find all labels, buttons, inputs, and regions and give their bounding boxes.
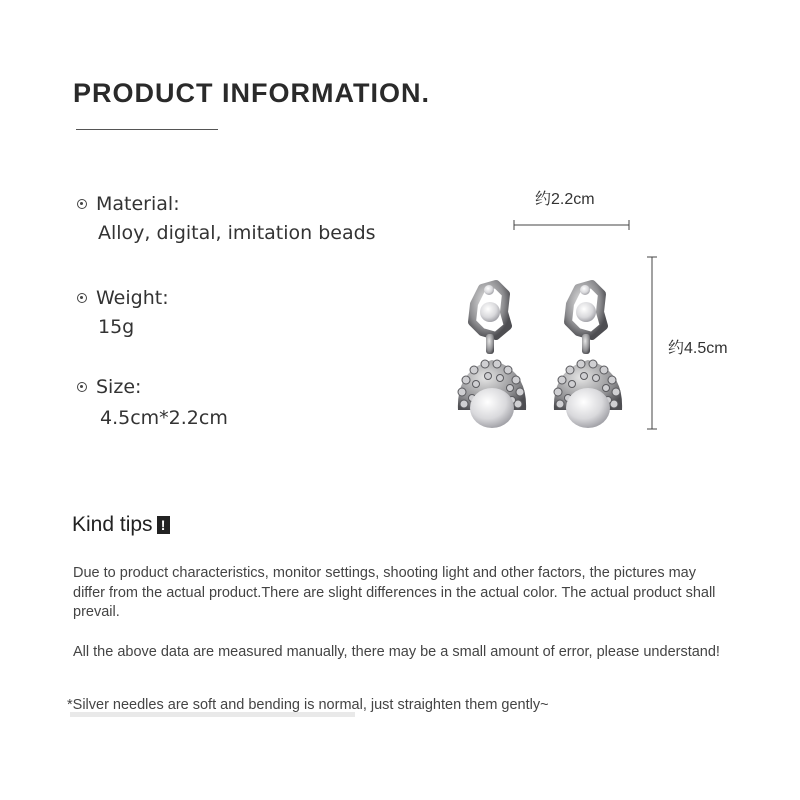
spec-material-label: Material: [96,193,180,215]
bullet-icon [77,199,87,209]
spec-material-value: Alloy, digital, imitation beads [98,222,376,244]
spec-size [77,376,228,429]
tips-paragraph-1: Due to product characteristics, monitor settings, shooting light and other factors, the pictures may differ from the actual product.There are slight differences in the actual color. The actual product shall prevail. [73,565,716,620]
tips-paragraph-2: All the above data are measured manually, there may be a small amount of error, please understand! [73,644,720,660]
bullet-icon [77,382,87,392]
spec-size-label: Size: [96,376,142,398]
spec-weight-label: Weight: [96,287,169,309]
earrings-photo [440,255,640,435]
width-dimension-label: 约2.2cm [535,191,595,208]
height-dimension-label: 约4.5cm [668,340,728,357]
title-underline [76,129,218,130]
silver-needle-note: *Silver needles are soft and bending is normal, just straighten them gently~ [67,697,549,713]
kind-tips-heading [72,513,170,537]
width-dimension-line [510,218,635,232]
bullet-icon [77,293,87,303]
exclamation-icon: ! [157,516,170,534]
page-title: PRODUCT INFORMATION. [73,78,430,108]
spec-weight [77,287,169,338]
spec-size-value: 4.5cm*2.2cm [100,407,228,429]
spec-weight-value: 15g [98,316,135,338]
kind-tips-label: Kind tips [72,513,153,536]
spec-material [77,193,376,244]
height-dimension-line [644,255,660,433]
